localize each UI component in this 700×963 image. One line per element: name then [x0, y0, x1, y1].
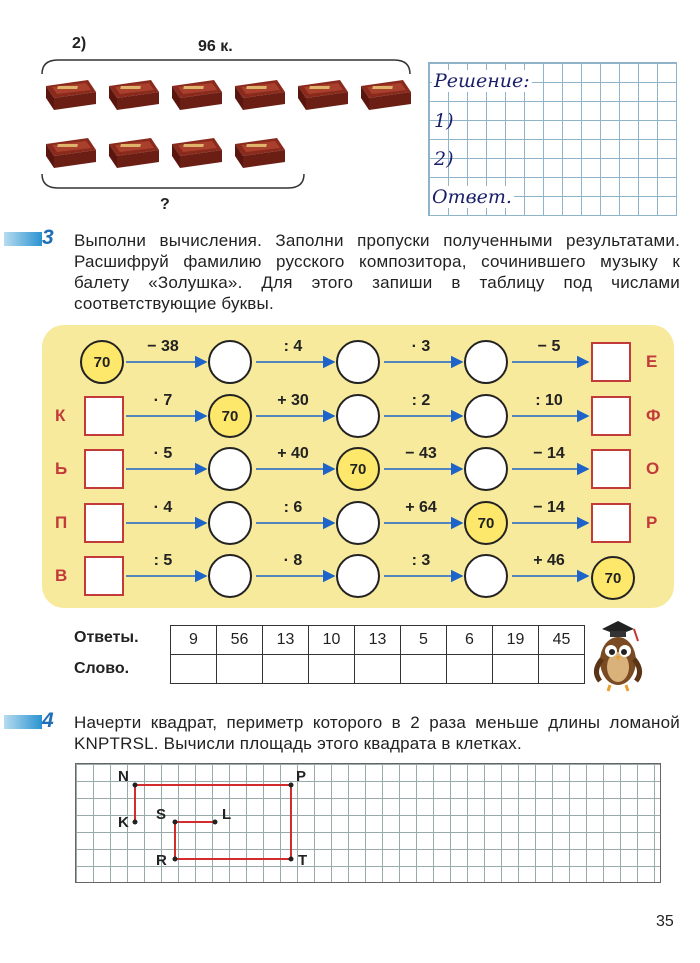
- operation: + 40: [277, 445, 309, 462]
- word-cell[interactable]: [447, 655, 493, 684]
- point-label-l: L: [222, 806, 232, 823]
- operation: : 4: [283, 338, 303, 355]
- answer-cell: 10: [309, 626, 355, 655]
- point-label-n: N: [118, 768, 129, 785]
- result-circle[interactable]: [464, 340, 508, 384]
- point-label-p: P: [296, 768, 307, 785]
- result-circle[interactable]: [336, 394, 380, 438]
- operation: : 6: [283, 499, 303, 516]
- solution-step-2: 2): [434, 148, 454, 170]
- start-value: 70: [208, 394, 252, 438]
- answer-label: Ответ.: [432, 186, 512, 208]
- word-cell[interactable]: [171, 655, 217, 684]
- operation: : 2: [411, 392, 431, 409]
- operation: : 10: [535, 392, 563, 409]
- task2-label: 2): [72, 35, 87, 52]
- word-cell[interactable]: [493, 655, 539, 684]
- task4-text: Начерти квадрат, периметр которого в 2 раза меньше длины ломаной KNPTRSL. Вычисли площадь этого квадрата в клетках.: [74, 713, 680, 753]
- operation: + 64: [405, 499, 437, 516]
- answer-square[interactable]: [591, 342, 631, 382]
- answer-square[interactable]: [84, 449, 124, 489]
- start-value: 70: [464, 501, 508, 545]
- result-circle[interactable]: [208, 501, 252, 545]
- owl-icon: [588, 615, 648, 695]
- answer-square[interactable]: [591, 396, 631, 436]
- operation: · 5: [153, 445, 173, 462]
- letter-right: Ф: [646, 406, 661, 425]
- operation: · 7: [153, 392, 173, 409]
- letter-left: В: [55, 566, 68, 585]
- word-cell[interactable]: [217, 655, 263, 684]
- start-value: 70: [591, 556, 635, 600]
- word-cell[interactable]: [355, 655, 401, 684]
- task-number-3: 3: [42, 226, 54, 249]
- point-label-k: K: [118, 814, 129, 831]
- operation: − 14: [533, 445, 565, 462]
- point-label-s: S: [156, 806, 167, 823]
- point-label-t: T: [298, 852, 308, 869]
- answer-cell: 19: [493, 626, 539, 655]
- task2-top-count: 96 к.: [198, 38, 233, 55]
- answer-cell: 9: [171, 626, 217, 655]
- operation: : 5: [153, 552, 173, 569]
- result-circle[interactable]: [208, 340, 252, 384]
- result-circle[interactable]: [464, 394, 508, 438]
- task-number-4: 4: [42, 709, 54, 732]
- solution-step-1: 1): [434, 110, 454, 132]
- operation: · 4: [153, 499, 173, 516]
- operation: + 46: [533, 552, 565, 569]
- result-circle[interactable]: [336, 340, 380, 384]
- answer-cell: 6: [447, 626, 493, 655]
- answer-square[interactable]: [84, 396, 124, 436]
- answer-square[interactable]: [591, 503, 631, 543]
- answer-cell: 13: [263, 626, 309, 655]
- letter-right: Е: [646, 352, 658, 371]
- answers-label: Ответы.: [74, 629, 139, 646]
- page-number: 35: [656, 913, 674, 930]
- letter-left: Ь: [55, 459, 68, 478]
- answer-cell: 45: [539, 626, 585, 655]
- letter-left: К: [55, 406, 66, 425]
- answer-square[interactable]: [84, 503, 124, 543]
- word-cell[interactable]: [263, 655, 309, 684]
- word-label: Слово.: [74, 660, 130, 677]
- result-circle[interactable]: [464, 554, 508, 598]
- answer-square[interactable]: [591, 449, 631, 489]
- letter-right: О: [646, 459, 660, 478]
- word-cell[interactable]: [401, 655, 447, 684]
- answers-row: [171, 626, 585, 655]
- start-value: 70: [336, 447, 380, 491]
- result-circle[interactable]: [464, 447, 508, 491]
- answer-square[interactable]: [84, 556, 124, 596]
- word-row: [171, 655, 585, 684]
- task-marker-4: [4, 715, 42, 729]
- answer-cell: 5: [401, 626, 447, 655]
- operation: · 8: [283, 552, 303, 569]
- point-label-r: R: [156, 852, 167, 869]
- word-cell[interactable]: [309, 655, 355, 684]
- answer-cell: 56: [217, 626, 263, 655]
- letter-left: П: [55, 513, 68, 532]
- task2-question-mark: ?: [160, 196, 170, 213]
- result-circle[interactable]: [336, 554, 380, 598]
- operation: + 30: [277, 392, 309, 409]
- operation: · 3: [411, 338, 431, 355]
- answer-cell: 13: [355, 626, 401, 655]
- result-circle[interactable]: [208, 447, 252, 491]
- operation: − 5: [537, 338, 561, 355]
- task3-text: Выполни вычисления. Заполни пропуски полученными результатами. Расшифруй фамилию русского композитора, сочинившего музыку к балету «Золушка». Для этого запиши в таблицу под числами соответствующие буквы.: [74, 231, 680, 313]
- result-circle[interactable]: [336, 501, 380, 545]
- operation: : 3: [411, 552, 431, 569]
- solution-label: Решение:: [434, 70, 530, 92]
- result-circle[interactable]: [208, 554, 252, 598]
- operation: − 14: [533, 499, 565, 516]
- word-cell[interactable]: [539, 655, 585, 684]
- operation: − 43: [405, 445, 437, 462]
- operation: − 38: [147, 338, 179, 355]
- letter-right: Р: [646, 513, 658, 532]
- answers-table: [170, 625, 585, 684]
- start-value: 70: [80, 340, 124, 384]
